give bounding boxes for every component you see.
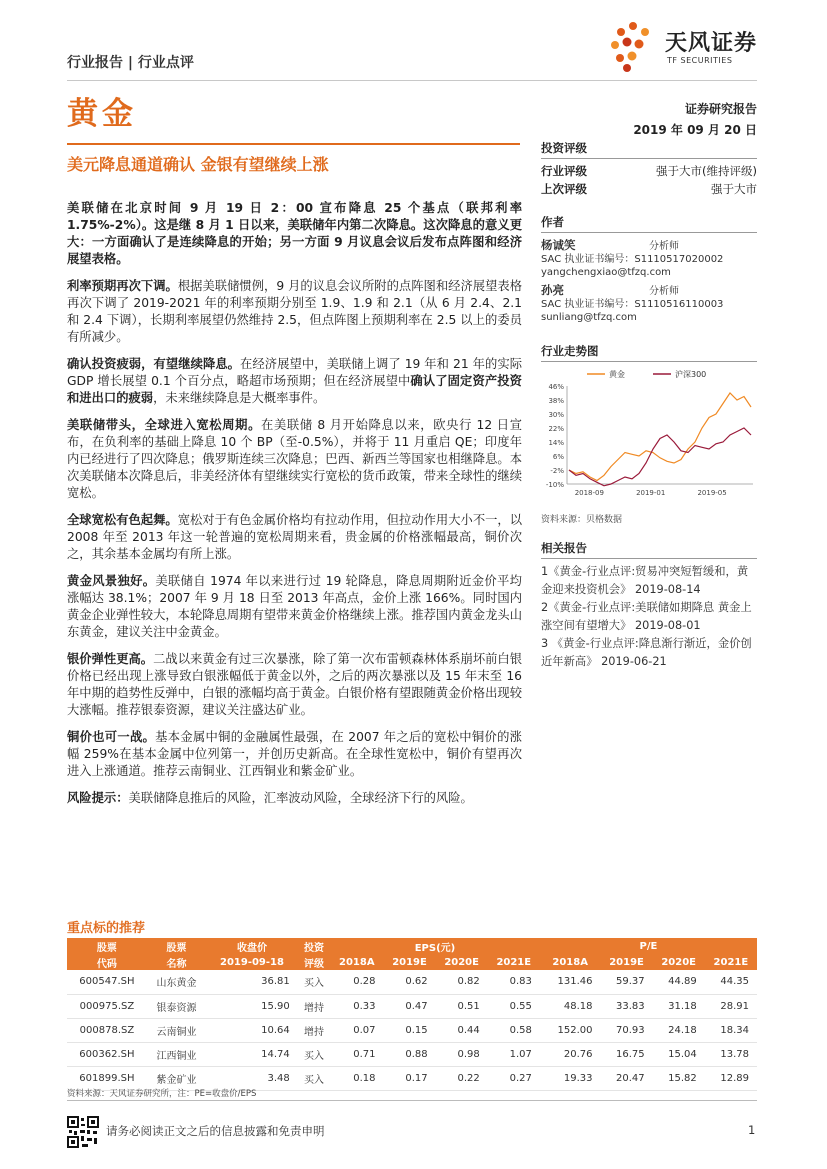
author-card <box>541 284 757 324</box>
logo-text-cn: 天风证券 <box>665 31 758 56</box>
paragraph-keyword: 利率预期再次下调。 <box>67 279 178 293</box>
table-cell: 山东黄金 <box>147 970 206 994</box>
table-row <box>67 1018 757 1042</box>
table-cell: 0.17 <box>383 1066 435 1090</box>
stock-table <box>67 938 757 1091</box>
prev-rating-row <box>541 180 757 198</box>
table-cell: 0.98 <box>436 1042 488 1066</box>
table-cell: 600362.SH <box>67 1042 147 1066</box>
col-header: 评级 <box>298 954 330 970</box>
paragraph-copper <box>67 729 522 780</box>
table-cell: 1.07 <box>488 1042 540 1066</box>
col-header-pe: P/E <box>540 938 757 954</box>
paragraph-keyword: 黄金风景独好。 <box>67 574 156 588</box>
paragraph-text: ，未来继续降息是大概率事件。 <box>153 391 326 405</box>
paragraph-silver <box>67 651 522 719</box>
author-email[interactable]: yangchengxiao@tfzq.com <box>541 267 671 278</box>
table-cell: 0.27 <box>488 1066 540 1090</box>
legend-label: 黄金 <box>609 370 625 379</box>
paragraph-text: 美联储自 1974 年以来进行过 19 轮降息，降息周期附近金价平均涨幅达 38.1%；2007 年 9 月 18 日至 2013 年高点，金价上涨 166%。同时国内黄金企业弹性较大，本轮降息周期有望带来黄金价格继续上涨。推荐国内黄金龙头山东黄金，建议关注中金黄金。 <box>67 574 522 639</box>
col-header: 2018A <box>330 954 383 970</box>
author-cert: SAC 执业证书编号：S1110517020002 <box>541 254 724 265</box>
paragraph-risk <box>67 790 522 807</box>
authors-title: 作者 <box>541 214 757 233</box>
paragraph-keyword: 铜价也可一战。 <box>67 730 156 744</box>
table-cell: 紫金矿业 <box>147 1066 206 1090</box>
table-cell: 601899.SH <box>67 1066 147 1090</box>
trend-title: 行业走势图 <box>541 343 757 362</box>
col-header: 名称 <box>147 954 206 970</box>
footer-disclaimer: 请务必阅读正文之后的信息披露和免责申明 <box>106 1124 325 1138</box>
author-name: 孙亮 <box>541 283 564 297</box>
paragraph-gold <box>67 573 522 641</box>
table-cell: 0.62 <box>383 970 435 994</box>
table-cell: 0.15 <box>383 1018 435 1042</box>
table-cell: 0.83 <box>488 970 540 994</box>
paragraph-global-easing <box>67 417 522 502</box>
col-header: 代码 <box>67 954 147 970</box>
report-type: 行业报告 | 行业点评 <box>67 55 194 71</box>
paragraph-keyword: 确认了固定资产投资和进出口的疲弱 <box>67 374 522 405</box>
table-row <box>67 970 757 994</box>
x-tick-label: 2019-01 <box>636 489 666 497</box>
series-line-gold <box>569 393 751 481</box>
report-label: 证券研究报告 <box>684 102 757 116</box>
rating-value: 强于大市(维持评级) <box>656 164 757 178</box>
table-cell: 14.74 <box>206 1042 298 1066</box>
y-tick-label: 30% <box>548 411 564 419</box>
x-tick-label: 2018-09 <box>574 489 604 497</box>
page-number: 1 <box>748 1123 756 1137</box>
table-cell: 31.18 <box>653 994 705 1018</box>
logo-text-en: TF SECURITIES <box>667 56 733 65</box>
industry-title: 黄金 <box>67 96 137 132</box>
author-role: 分析师 <box>649 241 679 252</box>
table-cell: 28.91 <box>705 994 757 1018</box>
qr-code-icon <box>67 1116 99 1148</box>
report-headline: 美元降息通道确认 金银有望继续上涨 <box>67 155 329 174</box>
table-cell: 20.76 <box>540 1042 601 1066</box>
author-email[interactable]: sunliang@tfzq.com <box>541 312 637 323</box>
x-tick-label: 2019-05 <box>697 489 727 497</box>
y-tick-label: 6% <box>552 453 564 461</box>
col-header: 股票 <box>147 938 206 954</box>
table-cell: 0.28 <box>330 970 383 994</box>
paragraph-text: 宽松对于有色金属价格均有拉动作用，但拉动作用大小不一，以 2008 年至 2013 年这一轮普遍的宽松周期来看，贵金属的价格涨幅最高，铜价次之，其余基本金属均有所上涨。 <box>67 513 523 561</box>
table-cell: 0.88 <box>383 1042 435 1066</box>
paragraph-text: 基本金属中铜的金融属性最强，在 2007 年之后的宽松中铜价的涨幅 259%在基本金属中位列第一，并创历史新高。在全球性宽松中，铜价有望再次进入上涨通道。推荐云南铜业、江西铜业和紫金矿业。 <box>67 730 522 778</box>
related-item[interactable]: 2《黄金-行业点评:美联储如期降息 黄金上涨空间有望增大》 2019-08-01 <box>541 601 752 632</box>
author-role: 分析师 <box>649 286 679 297</box>
col-header: 2020E <box>653 954 705 970</box>
author-name: 杨诚笑 <box>541 238 576 252</box>
col-header: 2021E <box>488 954 540 970</box>
table-cell: 70.93 <box>601 1018 653 1042</box>
table-cell: 0.33 <box>330 994 383 1018</box>
col-header: 股票 <box>67 938 147 954</box>
paragraph-weak-investment <box>67 356 522 407</box>
table-cell: 44.89 <box>653 970 705 994</box>
author-card <box>541 239 757 279</box>
logo-mark-icon <box>605 18 661 74</box>
title-divider <box>67 143 520 145</box>
table-cell: 增持 <box>298 1018 330 1042</box>
table-cell: 59.37 <box>601 970 653 994</box>
col-header: 2021E <box>705 954 757 970</box>
table-cell: 19.33 <box>540 1066 601 1090</box>
table-cell: 16.75 <box>601 1042 653 1066</box>
table-cell: 买入 <box>298 1066 330 1090</box>
table-cell: 0.51 <box>436 994 488 1018</box>
table-cell: 0.82 <box>436 970 488 994</box>
table-cell: 131.46 <box>540 970 601 994</box>
table-row <box>67 994 757 1018</box>
table-cell: 云南铜业 <box>147 1018 206 1042</box>
table-cell: 10.64 <box>206 1018 298 1042</box>
table-cell: 增持 <box>298 994 330 1018</box>
col-header: 投资 <box>298 938 330 954</box>
table-cell: 24.18 <box>653 1018 705 1042</box>
table-cell: 33.83 <box>601 994 653 1018</box>
paragraph-keyword: 美联储带头，全球进入宽松周期。 <box>67 418 262 432</box>
paragraph-metals <box>67 512 522 563</box>
y-tick-label: -10% <box>545 481 564 489</box>
rating-row <box>541 162 757 180</box>
prev-rating-value: 强于大市 <box>711 182 757 196</box>
paragraph-rate-outlook <box>67 278 522 346</box>
table-cell: 48.18 <box>540 994 601 1018</box>
table-cell: 12.89 <box>705 1066 757 1090</box>
company-logo <box>605 18 765 76</box>
authors-section <box>541 214 757 324</box>
paragraph-text: 美联储降息推后的风险，汇率波动风险，全球经济下行的风险。 <box>128 791 473 805</box>
y-tick-label: -2% <box>550 467 564 475</box>
table-cell: 0.44 <box>436 1018 488 1042</box>
related-item[interactable]: 3 《黄金-行业点评:降息渐行渐近，金价创近年新高》 2019-06-21 <box>541 637 752 668</box>
paragraph-keyword: 风险提示： <box>67 791 129 805</box>
col-header: 2020E <box>436 954 488 970</box>
paragraph-text: 在美联储 8 月开始降息以来，欧央行 12 日宣布，在负利率的基础上降息 10 个 BP（至-0.5%），并将于 11 月重启 QE；印度年内已经进行了四次降息；俄罗斯连续三次降息；巴西、新西兰等国家也相继降息。本次美联储本次降息后，非美经济体有望继续实行宽松的货币政策，带来全球性的继续宽松。 <box>67 418 522 500</box>
table-cell: 银泰资源 <box>147 994 206 1018</box>
related-item[interactable]: 1《黄金-行业点评:贸易冲突短暂缓和，黄金迎来投资机会》 2019-08-14 <box>541 565 749 596</box>
col-header: 2018A <box>540 954 601 970</box>
table-cell: 152.00 <box>540 1018 601 1042</box>
trend-chart <box>541 362 757 504</box>
paragraph-text: 在经济展望中，美联储上调了 19 年和 21 年的实际 GDP 增长展望 0.1 个百分点，略超市场预期；但在经济展望中 <box>67 357 522 388</box>
table-cell: 0.07 <box>330 1018 383 1042</box>
table-cell: 15.90 <box>206 994 298 1018</box>
series-line-csi300 <box>569 428 751 486</box>
paragraph-keyword: 确认投资疲弱，有望继续降息。 <box>67 357 241 371</box>
paragraph-keyword: 全球宽松有色起舞。 <box>67 513 178 527</box>
legend-label: 沪深300 <box>675 370 707 379</box>
table-cell: 江西铜业 <box>147 1042 206 1066</box>
y-tick-label: 46% <box>548 383 564 391</box>
table-cell: 买入 <box>298 1042 330 1066</box>
table-cell: 15.82 <box>653 1066 705 1090</box>
table-cell: 600547.SH <box>67 970 147 994</box>
table-cell: 0.58 <box>488 1018 540 1042</box>
table-row <box>67 1042 757 1066</box>
paragraph-text: 二战以来黄金有过三次暴涨，除了第一次布雷顿森林体系崩坏前白银价格已经出现上涨导致白银涨幅低于黄金以外，之后的两次暴涨以及 15 年末至 16 年中期的趋势性反弹中，白银的涨幅均高于黄金。白银价格有望跟随黄金价格出现较大涨幅。推荐银泰资源，建议关注盛达矿业。 <box>67 652 523 717</box>
table-cell: 36.81 <box>206 970 298 994</box>
report-body <box>67 200 522 817</box>
paragraph-text: 根据美联储惯例，9 月的议息会议所附的点阵图和经济展望表格再次下调了 2019-2021 年的利率预期分别至 1.9、1.9 和 2.1（从 6 月 2.4、2.1 和 2.4 下调），长期利率展望仍然维持 2.5，但点阵图上预期利率在 2.5 以上的委员有所减少。 <box>67 279 522 344</box>
header-divider <box>67 80 757 81</box>
footer-divider <box>67 1100 757 1101</box>
table-cell: 3.48 <box>206 1066 298 1090</box>
paragraph-keyword: 银价弹性更高。 <box>67 652 154 666</box>
table-cell: 买入 <box>298 970 330 994</box>
col-header: 2019-09-18 <box>206 954 298 970</box>
y-tick-label: 22% <box>548 425 564 433</box>
table-cell: 000878.SZ <box>67 1018 147 1042</box>
y-tick-label: 14% <box>548 439 564 447</box>
author-cert: SAC 执业证书编号：S1110516110003 <box>541 299 724 310</box>
col-header: 收盘价 <box>206 938 298 954</box>
lead-paragraph: 美联储在北京时间 9 月 19 日 2：00 宣布降息 25 个基点（联邦利率 1.75%-2%）。这是继 8 月 1 日以来，美联储年内第二次降息。这次降息的意义更大：一方面确认了是连续降息的开始；另一方面 9 月议息会议后发布点阵图和经济展望表格。 <box>67 201 522 266</box>
chart-source: 资料来源：贝格数据 <box>541 515 623 525</box>
table-cell: 0.47 <box>383 994 435 1018</box>
rating-title: 投资评级 <box>541 140 757 159</box>
table-cell: 000975.SZ <box>67 994 147 1018</box>
table-subheader-row <box>67 954 757 970</box>
table-cell: 18.34 <box>705 1018 757 1042</box>
report-date: 2019 年 09 月 20 日 <box>633 123 757 137</box>
related-section <box>541 540 757 671</box>
y-tick-label: 38% <box>548 397 564 405</box>
table-title: 重点标的推荐 <box>67 921 146 936</box>
col-header: 2019E <box>601 954 653 970</box>
rating-label: 行业评级 <box>541 164 587 178</box>
related-list <box>541 563 757 671</box>
trend-section <box>541 343 757 362</box>
table-cell: 15.04 <box>653 1042 705 1066</box>
table-header-row <box>67 938 757 954</box>
table-cell: 0.71 <box>330 1042 383 1066</box>
table-cell: 13.78 <box>705 1042 757 1066</box>
table-cell: 0.55 <box>488 994 540 1018</box>
col-header-eps: EPS(元) <box>330 938 540 954</box>
table-cell: 44.35 <box>705 970 757 994</box>
table-cell: 0.22 <box>436 1066 488 1090</box>
col-header: 2019E <box>383 954 435 970</box>
table-cell: 20.47 <box>601 1066 653 1090</box>
prev-rating-label: 上次评级 <box>541 182 587 196</box>
table-cell: 0.18 <box>330 1066 383 1090</box>
table-note: 资料来源：天风证券研究所，注：PE=收盘价/EPS <box>67 1089 257 1099</box>
rating-section <box>541 140 757 198</box>
related-title: 相关报告 <box>541 540 757 559</box>
